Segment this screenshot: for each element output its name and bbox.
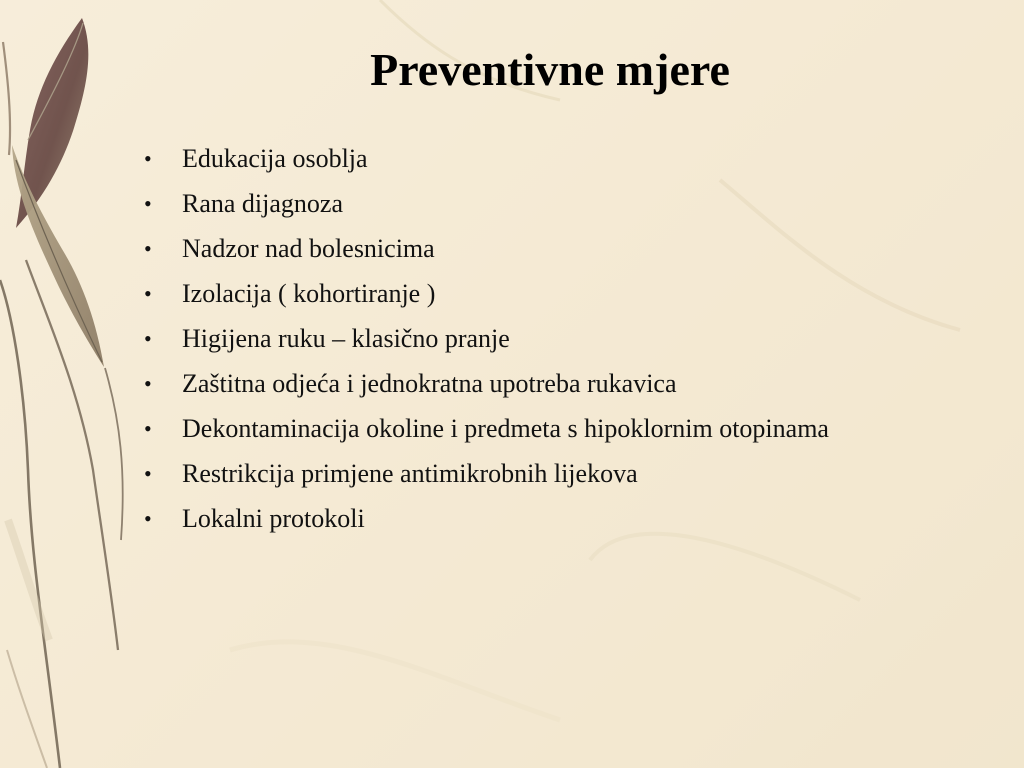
bullet-item xyxy=(140,140,880,178)
bullet-text: Higijena ruku – klasično pranje xyxy=(182,324,510,353)
bullet-item xyxy=(140,185,880,223)
bullet-item xyxy=(140,320,880,358)
bullet-list xyxy=(140,140,880,545)
bullet-item xyxy=(140,455,880,493)
bullet-dot: • xyxy=(144,416,152,441)
bullet-item xyxy=(140,410,880,448)
bullet-item xyxy=(140,500,880,538)
bullet-text: Rana dijagnoza xyxy=(182,189,343,218)
bullet-dot: • xyxy=(144,281,152,306)
bullet-item xyxy=(140,230,880,268)
bullet-text: Izolacija ( kohortiranje ) xyxy=(182,279,436,308)
bullet-dot: • xyxy=(144,326,152,351)
bullet-item xyxy=(140,365,880,403)
bullet-text: Restrikcija primjene antimikrobnih lijekova xyxy=(182,459,638,488)
bullet-dot: • xyxy=(144,146,152,171)
bullet-dot: • xyxy=(144,236,152,261)
bullet-text: Edukacija osoblja xyxy=(182,144,368,173)
bullet-text: Nadzor nad bolesnicima xyxy=(182,234,435,263)
bullet-text: Lokalni protokoli xyxy=(182,504,365,533)
bullet-dot: • xyxy=(144,371,152,396)
bullet-dot: • xyxy=(144,191,152,216)
bullet-text: Dekontaminacija okoline i predmeta s hipoklornim otopinama xyxy=(182,414,829,443)
bullet-item xyxy=(140,275,880,313)
slide-title: Preventivne mjere xyxy=(370,44,730,95)
bullet-dot: • xyxy=(144,461,152,486)
bullet-text: Zaštitna odjeća i jednokratna upotreba rukavica xyxy=(182,369,677,398)
bullet-dot: • xyxy=(144,506,152,531)
